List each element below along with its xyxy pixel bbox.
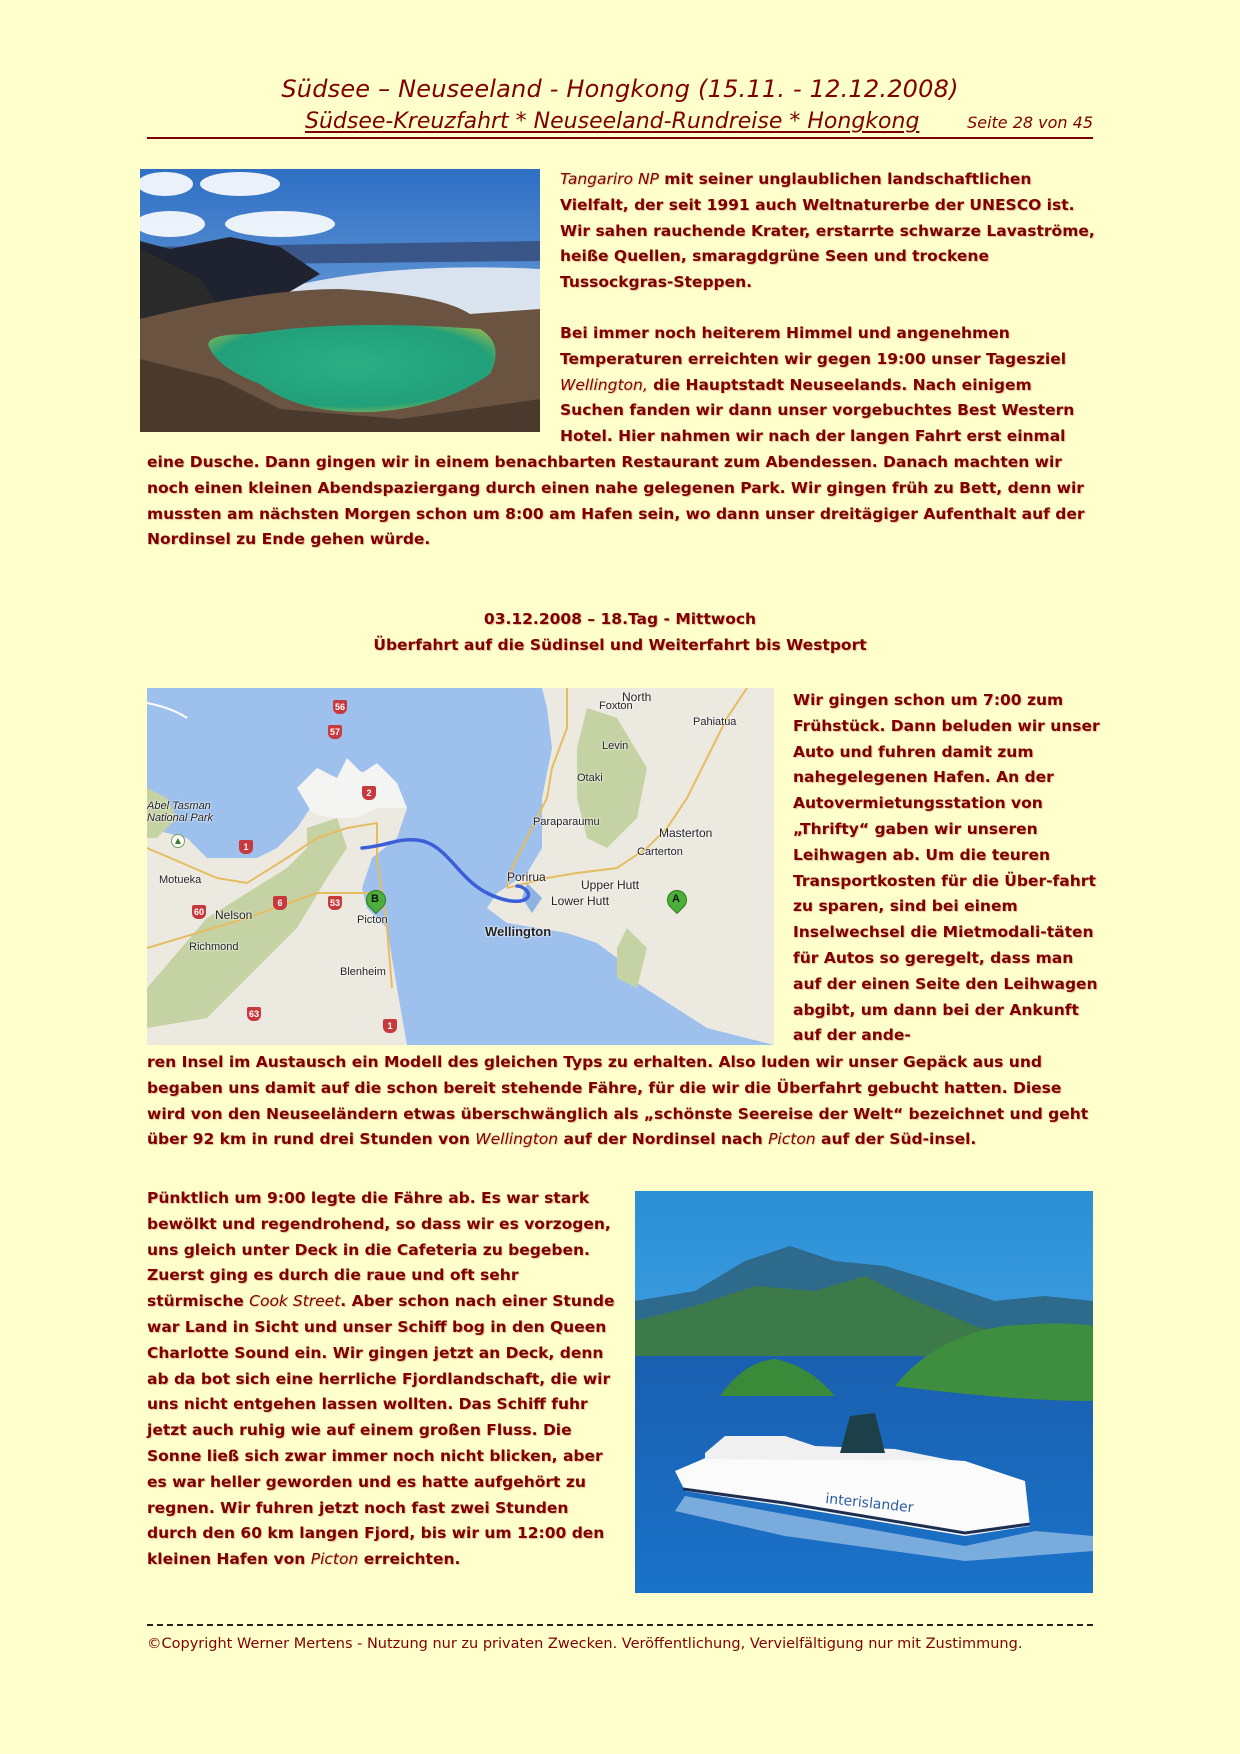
day-heading xyxy=(140,607,1100,659)
map-label-lower-hutt: Lower Hutt xyxy=(551,894,610,908)
road-shield-56: 56 xyxy=(334,702,345,712)
place-name-wellington: Wellington, xyxy=(560,375,648,394)
map-label-motueka: Motueka xyxy=(159,874,202,886)
map-label-picton: Picton xyxy=(357,914,388,926)
map-label-masterton: Masterton xyxy=(659,826,713,840)
crater-lake-photo xyxy=(140,169,540,432)
place-name-picton: Picton xyxy=(768,1130,816,1149)
map-label-wellington: Wellington xyxy=(485,924,552,939)
map-label-levin: Levin xyxy=(602,740,629,752)
road-shield-1-north: 1 xyxy=(239,840,253,854)
ferry-photo xyxy=(635,1191,1093,1593)
map-label-nelson: Nelson xyxy=(215,908,253,922)
map-label-otaki: Otaki xyxy=(577,772,603,784)
page-indicator: Seite 28 von 45 xyxy=(967,113,1093,132)
map-label-north: North xyxy=(622,690,652,704)
map-label-national-park: National Park xyxy=(147,812,214,824)
paragraph-ferry-boarding-continued: ren Insel im Austausch ein Modell des gleichen Typs zu erhalten. Also luden wir unser Gepäck aus und begaben uns damit auf die schon bereit stehende Fähre, für die wir die Überfahrt gebucht hatten. Diese wird von den Neuseeländern etwas überschwänglich als „schönste Seereise der Welt“ bezeichnet und geht über 92 km in rund drei Stunden von Wellington auf der Nordinsel nach Picton auf der Süd-insel. xyxy=(147,1053,1089,1149)
map-label-richmond: Richmond xyxy=(189,941,239,953)
map-label-paraparaumu: Paraparaumu xyxy=(533,816,600,828)
road-shield-60: 60 xyxy=(193,907,204,917)
header-subtitle-bar xyxy=(147,108,1093,139)
paragraph-tongariro: Tangariro NP mit seiner unglaublichen landschaftlichen Vielfalt, der seit 1991 auch Weltnaturerbe der UNESCO ist. Wir sahen rauchende Krater, erstarrte schwarze Lavaströme, heiße Quellen, smaragdgrüne Seen und trockene Tussockgras-Steppen. xyxy=(560,170,1095,292)
paragraph-wellington-arrival: Bei immer noch heiterem Himmel und angenehmen Temperaturen erreichten wir gegen 19:00 unser Tagesziel Wellington, die Hauptstadt Neuseelands. Nach einigem Suchen fanden wir dann unser vorgebuchtes Best Western Hotel. Hier nahmen wir nach der langen Fahrt erst einmal xyxy=(560,324,1075,446)
road-shield-1-south: 1 xyxy=(383,1019,397,1033)
road-shield-57: 57 xyxy=(329,727,340,737)
day-date-line: 03.12.2008 – 18.Tag - Mittwoch xyxy=(483,610,757,628)
map-label-upper-hutt: Upper Hutt xyxy=(581,878,640,892)
map-label-abel-tasman: Abel Tasman xyxy=(147,800,211,812)
document-subtitle: Südsee-Kreuzfahrt * Neuseeland-Rundreise * Hongkong xyxy=(305,109,920,134)
road-shield-2: 2 xyxy=(362,786,376,800)
day-route-line: Überfahrt auf die Südinsel und Weiterfahrt bis Westport xyxy=(373,635,867,654)
paragraph-wellington-continued: eine Dusche. Dann gingen wir in einem benachbarten Restaurant zum Abendessen. Danach machten wir noch einen kleinen Abendspaziergang durch einen nahe gelegenen Park. Wir gingen früh zu Bett, denn wir mussten am nächsten Morgen schon um 8:00 am Hafen sein, wo dann unser dreitägiger Aufenthalt auf der Nordinsel zu Ende gehen würde. xyxy=(147,453,1085,549)
place-name-tongariro: Tangariro NP xyxy=(560,170,659,188)
road-shield-63: 63 xyxy=(248,1009,259,1019)
document-title: Südsee – Neuseeland - Hongkong (15.11. - 12.12.2008) xyxy=(281,75,959,103)
place-name-picton: Picton xyxy=(310,1550,359,1569)
paragraph-ferry-boarding: Wir gingen schon um 7:00 zum Frühstück. Dann beluden wir unser Auto und fuhren damit zum nahegelegenen Hafen. An der Autovermietungsstation von „Thrifty“ gaben wir unseren Leihwagen ab. Um die teuren Transportkosten für die Über-fahrt zu sparen, sind bei einem Inselwechsel die Mietmodali-täten für Autos so geregelt, dass man auf der einen Seite den Leihwagen abgibt, um dann bei der Ankunft auf der ande- xyxy=(793,691,1100,1045)
map-label-foxton: Foxton xyxy=(599,700,633,712)
map-label-carterton: Carterton xyxy=(637,846,683,858)
place-name-wellington: Wellington xyxy=(475,1130,559,1149)
road-shield-6: 6 xyxy=(273,896,287,910)
map-label-porirua: Porirua xyxy=(507,870,546,884)
map-label-pahiatua: Pahiatua xyxy=(693,716,737,728)
route-map: North Foxton Pahiatua Levin Otaki Paraparaumu Masterton Carterton Porirua Upper Hutt Lower Hutt Wellington Abel Tasman National Park ▲ Motueka Nelson Richmond Picton Blenheim 56 57 2 1 53 60 6 63 1 B A xyxy=(147,688,774,1045)
footer-divider xyxy=(147,1624,1093,1626)
park-tree-icon: ▲ xyxy=(171,834,185,848)
ferry-brand-text: interislander xyxy=(824,1491,915,1517)
paragraph-ferry-crossing: Pünktlich um 9:00 legte die Fähre ab. Es war stark bewölkt und regendrohend, so dass wir es vorzogen, uns gleich unter Deck in die Cafeteria zu begeben. Zuerst ging es durch die raue und oft sehr stürmische Cook Street. Aber schon nach einer Stunde war Land in Sicht und unser Schiff bog in den Queen Charlotte Sound ein. Wir gingen jetzt an Deck, denn ab da bot sich eine herrliche Fjordlandschaft, die wir uns nicht entgehen lassen wollten. Das Schiff fuhr jetzt auch ruhig wie auf einem großen Fluss. Die Sonne ließ sich zwar immer noch nicht blicken, aber es war heller geworden und es hatte aufgehört zu regnen. Wir fuhren jetzt noch fast zwei Stunden durch den 60 km langen Fjord, bis wir um 12:00 den kleinen Hafen von Picton erreichten. xyxy=(147,1189,615,1569)
map-label-blenheim: Blenheim xyxy=(340,966,386,978)
copyright-notice: ©Copyright Werner Mertens - Nutzung nur zu privaten Zwecken. Veröffentlichung, Vervielfältigung nur mit Zustimmung. xyxy=(147,1636,1023,1652)
road-shield-53: 53 xyxy=(329,898,340,908)
place-name-cook-strait: Cook Street xyxy=(249,1292,341,1311)
